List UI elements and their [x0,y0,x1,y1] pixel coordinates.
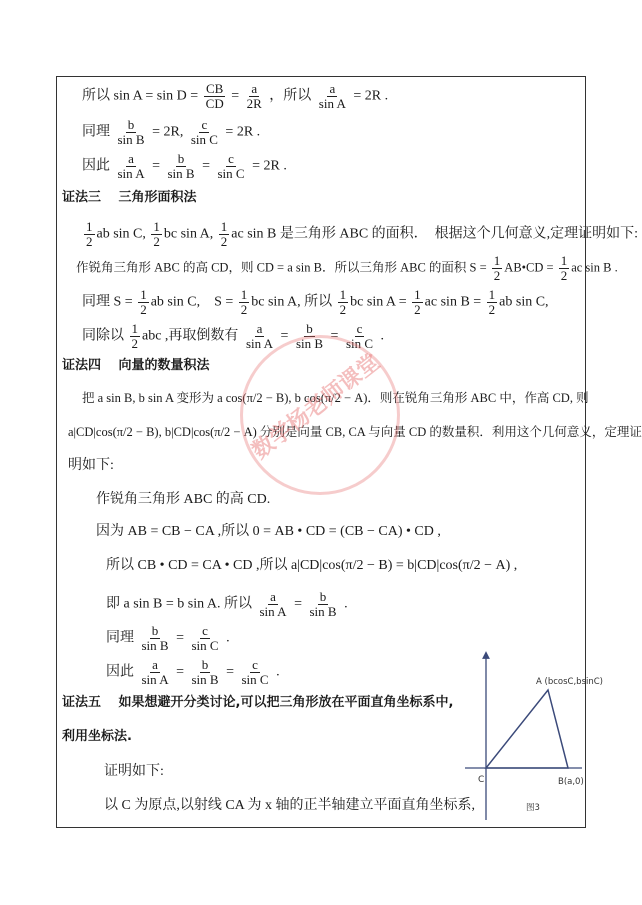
method4-line-3: 明如下: [68,458,114,473]
intro-line-2: 同理 $\frac{b}{\text{sin B}}$ = 2R, $\frac{c}{\text{sin C}}$ = 2R . [82,117,261,147]
fraction: $\frac{c}{\text{sin C}}$ [190,117,218,147]
fraction: $\frac{b}{\text{sin B}}$ [117,117,145,147]
watermark-text: 数学杨老师课堂 [247,349,385,465]
method4-line-6: 所以 CB • CD = CA • CD ,所以 a|CD|cos(π/2 − B) = b|CD|cos(π/2 − A) , [106,558,518,573]
label-b: B(a,0) [558,777,584,787]
intro-line-1: 所以 sin A = sin D = $\frac{CB}{CD}$ = $\frac{a}{2R}$ ，所以 $\frac{a}{\text{sin A}}$ = 2R . [82,81,389,111]
method5-title-2: 利用坐标法. [62,729,132,744]
fraction: $\frac{a}{\text{sin A}}$ [318,81,346,111]
coordinate-figure [460,650,603,825]
method3-line-1: $\frac{1}{2}$ ab sin C, $\frac{1}{2}$ bc sin A, $\frac{1}{2}$ ac sin B 是三角形 ABC 的面积． 根据这个几何意义,定理证明如下: [86,219,639,249]
triangle-abc [486,690,568,768]
label-a: A (bcosC,bsinC) [536,677,603,687]
fraction: $\frac{CB}{CD}$ [205,81,224,111]
figure-caption: 图3 [526,803,540,813]
method4-line-1: 把 a sin B, b sin A 变形为 a cos(π/2 − B), b cos(π/2 − A)．则在锐角三角形 ABC 中，作高 CD, 则 [82,391,589,405]
fraction: $\frac{b}{\text{sin B}}$ [167,151,195,181]
method5-title-1: 证法五 如果想避开分类讨论,可以把三角形放在平面直角坐标系中, [62,695,454,710]
method4-line-7: 即 a sin B = b sin A. 所以 $\frac{a}{\text{sin A}}$ = $\frac{b}{\text{sin B}}$ . [106,589,348,619]
method4-line-5: 因为 AB = CB − CA ,所以 0 = AB • CD = (CB − CA) • CD , [96,524,441,539]
method3-line-2: 作锐角三角形 ABC 的高 CD，则 CD = a sin B．所以三角形 ABC 的面积 S = $\frac{1}{2}$ AB•CD = $\frac{1}{2}$ ac sin B . [76,253,618,283]
method3-line-4: 同除以 $\frac{1}{2}$ abc ,再取倒数有 $\frac{a}{\text{sin A}}$ = $\frac{b}{\text{sin B}}$ = $\frac{c}{\text{sin C}}$ . [82,321,385,351]
method4-line-8: 同理 $\frac{b}{\text{sin B}}$ = $\frac{c}{\text{sin C}}$ . [106,623,230,653]
method5-line-2: 以 C 为原点,以射线 CA 为 x 轴的正半轴建立平面直角坐标系, [104,798,476,813]
method3-line-3: 同理 S = $\frac{1}{2}$ ab sin C, S = $\frac{1}{2}$ bc sin A, 所以 $\frac{1}{2}$ bc sin A = $\frac{1}{2}$ ac sin B = $\frac{1}{2}$ ab sin C, [82,287,549,317]
fraction: $\frac{a}{2R}$ [246,81,262,111]
fraction: $\frac{c}{\text{sin C}}$ [217,151,245,181]
method4-line-2: a|CD|cos(π/2 − B), b|CD|cos(π/2 − A) 分别是向量 CB, CA 与向量 CD 的数量积．利用这个几何意义，定理证 [68,425,642,439]
method4-title: 证法四 向量的数量积法 [62,358,210,373]
method4-line-4: 作锐角三角形 ABC 的高 CD. [96,492,271,507]
fraction: $\frac{a}{\text{sin A}}$ [117,151,145,181]
method4-line-9: 因此 $\frac{a}{\text{sin A}}$ = $\frac{b}{\text{sin B}}$ = $\frac{c}{\text{sin C}}$ . [106,657,280,687]
method5-line-1: 证明如下: [104,764,164,779]
label-c: C [478,775,485,785]
method3-title: 证法三 三角形面积法 [62,190,197,205]
intro-line-3: 因此 $\frac{a}{\text{sin A}}$ = $\frac{b}{\text{sin B}}$ = $\frac{c}{\text{sin C}}$ = 2R . [82,151,287,181]
